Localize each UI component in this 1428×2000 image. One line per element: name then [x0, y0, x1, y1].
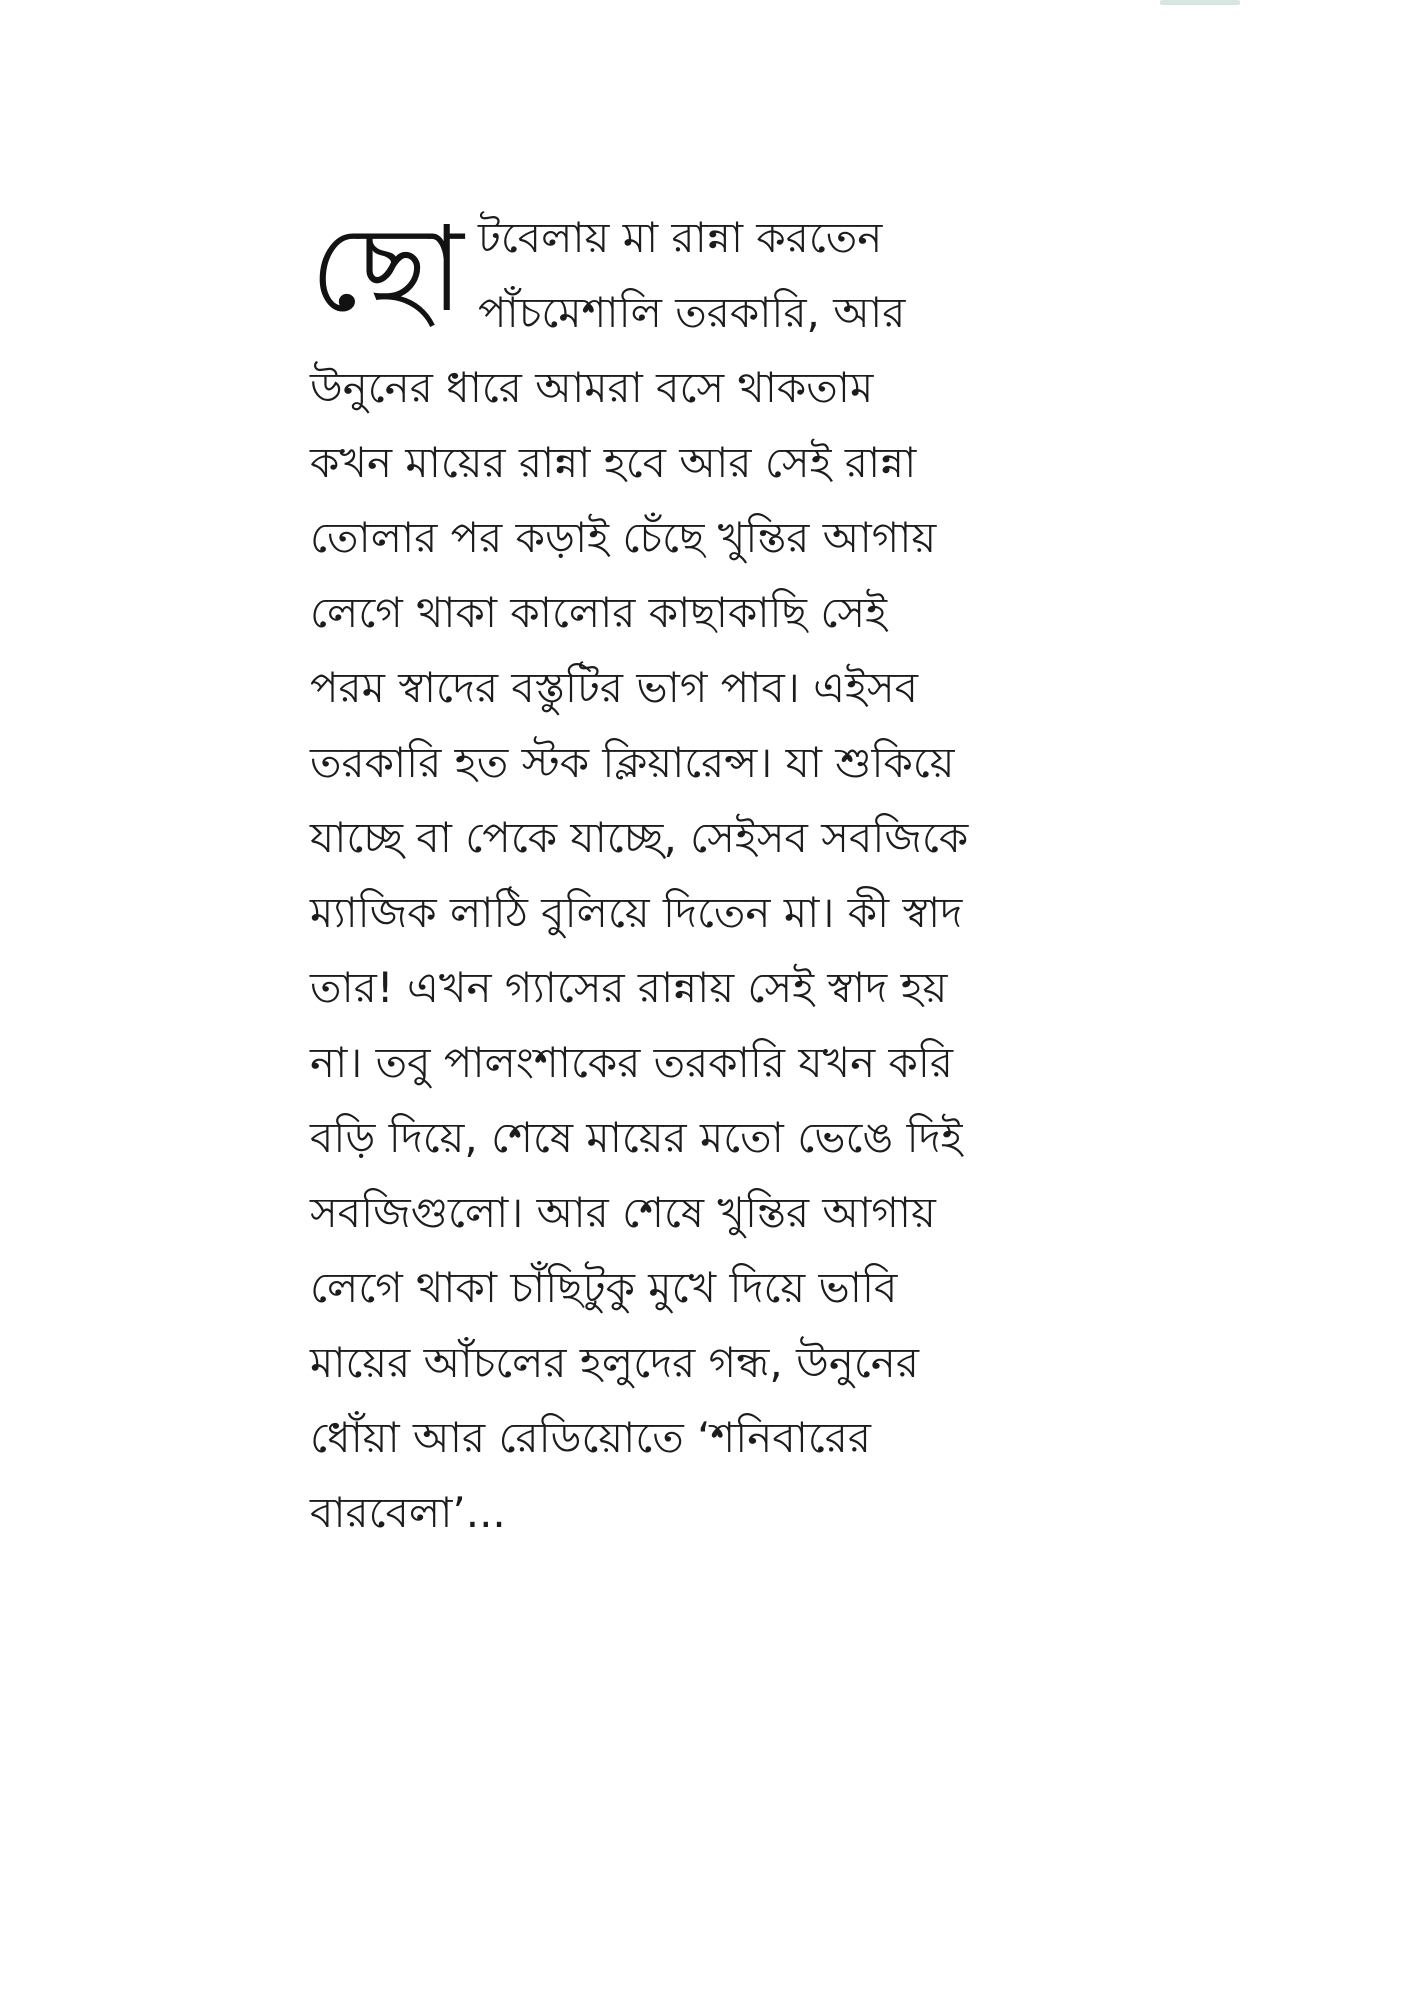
text-line: ম্যাজিক লাঠি বুলিয়ে দিতেন মা। কী স্বাদ: [310, 888, 963, 937]
text-line: তার! এখন গ্যাসের রান্নায় সেই স্বাদ হয়: [310, 963, 948, 1012]
text-line: পরম স্বাদের বস্তুটির ভাগ পাব। এইসব: [310, 663, 919, 712]
text-line: টবেলায় মা রান্না করতেন: [478, 213, 883, 262]
opening-row: [310, 200, 1030, 350]
drop-cap-lines: [478, 200, 905, 350]
text-line: না। তবু পালংশাকের তরকারি যখন করি: [310, 1038, 954, 1087]
drop-cap: ছো: [310, 200, 464, 338]
text-line: তোলার পর কড়াই চেঁছে খুন্তির আগায়: [310, 513, 937, 562]
text-line: কখন মায়ের রান্না হবে আর সেই রান্না: [310, 438, 917, 487]
text-line: লেগে থাকা কালোর কাছাকাছি সেই: [310, 588, 887, 637]
passage: [310, 200, 1030, 1550]
text-line: উনুনের ধারে আমরা বসে থাকতাম: [310, 363, 874, 412]
text-line: বারবেলা’...: [310, 1488, 506, 1537]
text-line: ধোঁয়া আর রেডিয়োতে ‘শনিবারের: [310, 1413, 872, 1462]
scan-edge-mark: [1160, 0, 1240, 5]
text-line: বড়ি দিয়ে, শেষে মায়ের মতো ভেঙে দিই: [310, 1113, 963, 1162]
text-line: মায়ের আঁচলের হলুদের গন্ধ, উনুনের: [310, 1338, 919, 1387]
text-line: তরকারি হত স্টক ক্লিয়ারেন্স। যা শুকিয়ে: [310, 738, 955, 787]
text-line: যাচ্ছে বা পেকে যাচ্ছে, সেইসব সবজিকে: [310, 813, 969, 862]
text-line: পাঁচমেশালি তরকারি, আর: [478, 288, 906, 337]
text-line: লেগে থাকা চাঁছিটুকু মুখে দিয়ে ভাবি: [310, 1263, 898, 1312]
text-line: সবজিগুলো। আর শেষে খুন্তির আগায়: [310, 1188, 936, 1237]
